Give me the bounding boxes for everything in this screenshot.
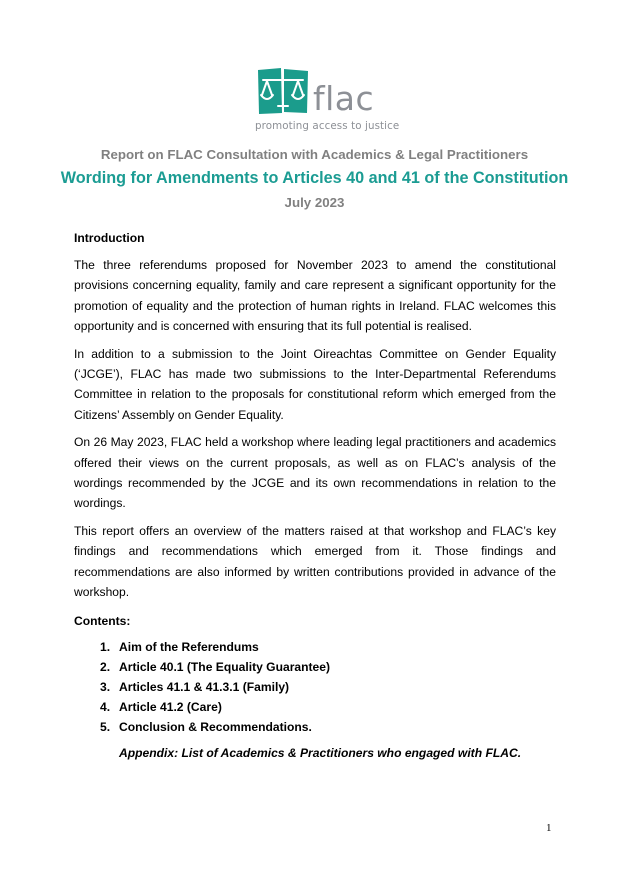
toc-label: Article 40.1 (The Equality Guarantee) [119, 659, 331, 674]
intro-paragraph: The three referendums proposed for November 2023 to amend the constitutional provisions concerning equality, family and care represent a significant opportunity for the promotion of equality and the protection of human rights in Ireland. FLAC welcomes this opportunity and is concerned with ensuring that its full potential is realised. [74, 258, 556, 334]
scales-of-justice-icon [257, 68, 309, 114]
toc-label: Articles 41.1 & 41.3.1 (Family) [119, 679, 290, 694]
intro-paragraph: On 26 May 2023, FLAC held a workshop where leading legal practitioners and academics offered their views on the current proposals, as well as on FLAC’s analysis of the wordings recommended by the JCGE and its own recommendations in relation to the wordings. [74, 435, 556, 511]
document-body [74, 230, 556, 761]
toc-number: 5. [100, 720, 111, 735]
toc-number: 1. [100, 639, 111, 654]
toc-item-aim[interactable] [74, 637, 556, 657]
report-title: Wording for Amendments to Articles 40 and 41 of the Constitution [60, 169, 569, 187]
toc-item-article-41-2-care[interactable] [74, 697, 556, 717]
toc-appendix[interactable]: Appendix: List of Academics & Practitioners who engaged with FLAC. [119, 745, 522, 760]
flac-logo [255, 68, 400, 138]
logo-tagline: promoting access to justice [255, 120, 400, 132]
toc-label: Article 41.2 (Care) [119, 700, 222, 715]
toc-number: 4. [100, 700, 111, 715]
introduction-heading: Introduction [74, 231, 145, 245]
intro-paragraph: In addition to a submission to the Joint Oireachtas Committee on Gender Equality (‘JCGE’), FLAC has made two submissions to the Inter-Departmental Referendums Committee in relation to the proposals for constitutional reform which emerged from the Citizens’ Assembly on Gender Equality. [74, 346, 556, 422]
toc-item-article-40-1[interactable] [74, 657, 556, 677]
toc-item-conclusion[interactable] [74, 717, 556, 737]
logo-wordmark: flac [313, 79, 375, 118]
contents-heading: Contents: [74, 613, 131, 628]
table-of-contents [74, 637, 556, 738]
intro-paragraph: This report offers an overview of the matters raised at that workshop and FLAC’s key findings and recommendations which emerged from it. Those findings and recommendations are also informed by written contributions provided in advance of the workshop. [74, 523, 556, 600]
report-subtitle: Report on FLAC Consultation with Academics & Legal Practitioners [100, 147, 529, 162]
toc-label: Aim of the Referendums [119, 639, 259, 654]
report-date: July 2023 [284, 195, 345, 210]
toc-label: Conclusion & Recommendations. [119, 720, 312, 735]
toc-number: 2. [100, 659, 111, 674]
toc-item-articles-41-family[interactable] [74, 677, 556, 697]
toc-number: 3. [100, 679, 111, 694]
page-number: 1 [546, 822, 552, 834]
